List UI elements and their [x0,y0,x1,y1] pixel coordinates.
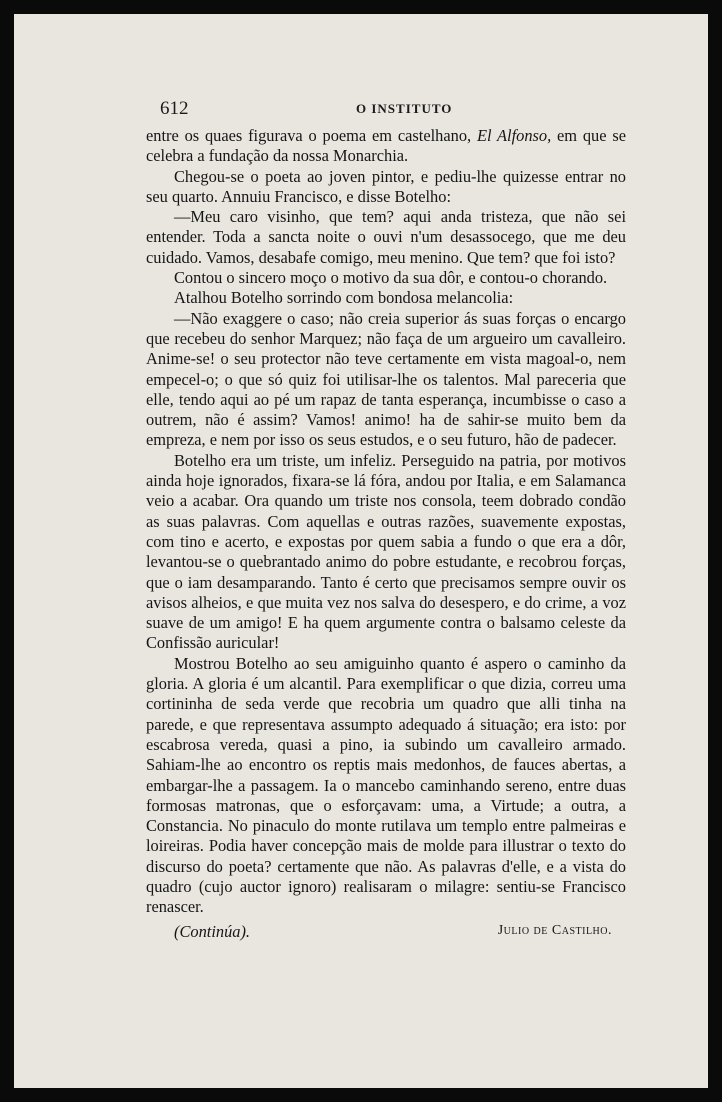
continua-note: (Continúa). [174,922,251,941]
running-title: O INSTITUTO [356,101,453,116]
author-signature: Julio de Castilho. [497,923,612,938]
paragraph-8: Mostrou Botelho ao seu amiguinho quanto é aspero o caminho da gloria. A gloria é um alcantil. Para exemplificar o que dizia, correu uma cortininha de seda verde que recobria um quadro que alli tinha na parede, e que representava assumpto adequado á situação; era isto: por escabrosa vereda, quasi a pino, ia subindo um cavalleiro armado. Sahiam-lhe ao encontro os reptis mais medonhos, de fauces abertas, a embargar-lhe a passagem. Ia o mancebo caminhando sereno, entre duas formosas matronas, que o esforçavam: uma, a Virtude; a outra, a Constancia. No pinaculo do monte rutilava um templo entre palmeiras e loireiras. Podia haver concepção mais de molde para illustrar o texto do discurso do poeta? certamente que não. As palavras d'elle, e a vista do quadro (cujo auctor ignoro) realisaram o milagre: sentiu-se Francisco renascer. [146,653,626,917]
paragraph-1-start: entre os quaes figurava o poema em castelhano, [146,126,477,145]
body-text [146,126,626,918]
paragraph-6: —Não exaggere o caso; não creia superior ás suas forças o encargo que recebeu do senhor Marquez; não faça de um argueiro um cavalleiro. Anime-se! o seu protector não teve certamente em vista magoal-o, nem empecel-o; o que só quiz foi utilisar-lhe os talentos. Mal pareceria que elle, tendo aqui ao pé um rapaz de tanta esperança, incumbisse o caso a outrem, não é assim? Vamos! animo! ha de sahir-se muito bem da empreza, e nem por isso os seus estudos, e o seu futuro, hão de padecer. [146,308,626,450]
paragraph-2: Chegou-se o poeta ao joven pintor, e pediu-lhe quizesse entrar no seu quarto. Annuiu Francisco, e disse Botelho: [146,166,626,206]
page-number: 612 [160,98,189,119]
closing-line [146,922,626,944]
paragraph-7: Botelho era um triste, um infeliz. Perseguido na patria, por motivos ainda hoje ignorados, fixara-se lá fóra, andou por Italia, e em Salamanca veio a acabar. Ora quando um triste nos consola, teem dobrado condão as suas palavras. Com aquellas e outras razões, suavemente expostas, com tino e acerto, e expostas por quem sabia a fundo o que era a dôr, levantou-se o quebrantado animo do pobre estudante, e recobrou forças, que o iam desamparando. Tanto é certo que precisamos sempre ouvir os avisos alheios, e que muita vez nos salva do desespero, e do crime, a voz suave de um amigo! E ha quem argumente contra o balsamo celeste da Confissão auricular! [146,450,626,653]
paragraph-1-end: em que se celebra a fundação da nossa Monarchia. [146,126,626,166]
paragraph-5: Atalhou Botelho sorrindo com bondosa melancolia: [174,288,514,308]
page-header [160,98,640,120]
poem-title: El Alfonso, [476,126,552,145]
paragraph-4: Contou o sincero moço o motivo da sua dôr, e contou-o chorando. [174,268,608,288]
paragraph-3: —Meu caro visinho, que tem? aqui anda tristeza, que não sei entender. Toda a sancta noite o ouvi n'um desassocego, que me deu cuidado. Vamos, desabafe comigo, meu menino. Que tem? que foi isto? [146,207,626,267]
paragraph-1 [146,126,626,167]
